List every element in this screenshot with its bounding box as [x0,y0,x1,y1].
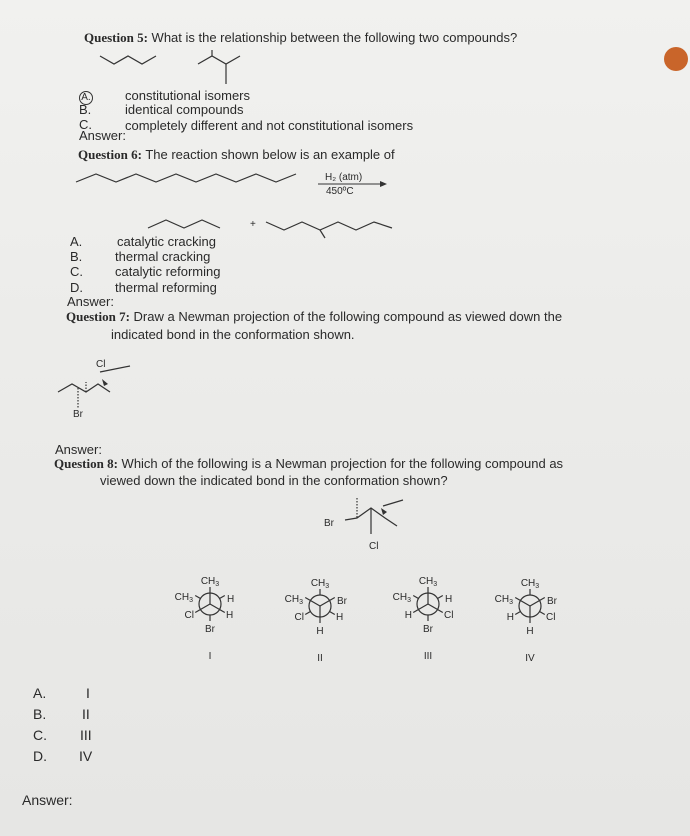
newman-top-label: $CH_3$ [418,576,438,588]
newman-front-bond [413,604,428,613]
newman-numeral: II [317,653,323,664]
q6-product-1 [148,220,220,228]
q6-product-2 [266,222,392,230]
newman-numeral: IV [525,653,535,664]
q6-option-c-letter[interactable]: C. [70,264,83,279]
newman-projection-2 [265,576,375,676]
q8-structure [335,490,415,545]
newman-back-bond [305,612,310,615]
q8-option-d-text: IV [79,748,93,764]
newman-numeral: I [208,651,212,662]
q6-option-a-letter[interactable]: A. [70,234,83,249]
q8-option-c-text: III [80,727,92,743]
q6-text: The reaction shown below is an example of [145,147,395,162]
newman-projection-4 [475,576,585,676]
newman-back-bond [413,596,418,599]
newman-left-lower-label: Cl [294,612,304,623]
q6-number: Question 6: [78,147,142,162]
newman-back-bond [540,612,545,615]
q8-question [54,456,563,472]
newman-left-upper-label: $CH_3$ [174,592,193,604]
newman-right-upper-label: Br [337,596,347,607]
newman-bottom-label: Br [423,624,433,635]
q6-plus-sign: + [250,219,256,230]
q5-option-b-text: identical compounds [125,102,244,117]
q5-option-a-letter: A. [79,91,93,105]
q7-text-line2: indicated bond in the conformation shown. [111,327,355,342]
q5-molecule-a [100,56,156,64]
q8-option-c-letter[interactable]: C. [33,727,47,743]
q8-option-b-text: II [82,706,90,722]
q7-text-line1: Draw a Newman projection of the following compound as viewed down the [133,309,563,324]
newman-front-bond [320,598,335,607]
q6-option-d-letter[interactable]: D. [70,280,83,295]
newman-front-bond [530,598,545,607]
newman-right-lower-label: H [336,612,344,623]
q5-structures [100,50,300,90]
newman-front-bond [305,598,320,607]
q8-option-a-letter[interactable]: A. [33,685,47,701]
q5-question [84,30,517,46]
q8-text-line2: viewed down the indicated bond in the conformation shown? [100,473,448,488]
q8-option-a-text: I [86,685,90,701]
q8-option-d-letter[interactable]: D. [33,748,47,764]
q6-reactant [76,168,316,198]
orange-sticker [664,47,688,71]
q8-sub-cl: Cl [369,541,379,552]
q7-sub-cl: Cl [96,359,106,370]
newman-right-upper-label: H [227,594,235,605]
q5-option-b-letter[interactable]: B. [79,102,92,117]
q6-arrow-bottom: 450ºC [326,186,354,197]
newman-left-lower-label: H [506,612,514,623]
q6-option-a-text: catalytic cracking [117,234,216,249]
newman-back-bond [220,596,225,599]
q7-structure [58,362,148,417]
newman-right-lower-label: H [226,610,234,621]
q6-question [78,147,395,163]
q5-option-a-text: constitutional isomers [125,88,250,103]
q6-arrow-top: H₂ (atm) [325,172,363,183]
q6-option-c-text: catalytic reforming [115,264,221,279]
q8-sub-br: Br [324,518,334,529]
newman-projection-3 [373,574,483,674]
q7-sub-br: Br [73,409,83,420]
newman-bottom-label: H [316,626,324,637]
newman-bottom-label: Br [205,624,215,635]
q8-option-b-letter[interactable]: B. [33,706,47,722]
q6-option-b-letter[interactable]: B. [70,249,83,264]
q6-answer-label: Answer: [67,294,114,309]
newman-front-bond [195,604,210,613]
newman-left-upper-label: $CH_3$ [494,594,513,606]
newman-front-bond [428,604,443,613]
newman-left-upper-label: $CH_3$ [392,592,411,604]
q5-option-c-text: completely different and not constitutional isomers [125,118,414,133]
q6-option-b-text: thermal cracking [115,249,211,264]
newman-front-bond [210,604,225,613]
q7-number: Question 7: [66,309,130,324]
newman-left-lower-label: H [404,610,412,621]
newman-back-bond [195,596,200,599]
q5-text: What is the relationship between the following two compounds? [151,30,518,45]
newman-back-bond [438,596,443,599]
q5-option-c-letter[interactable]: C. [79,117,92,132]
newman-top-label: $CH_3$ [310,578,330,590]
q8-text-line1: Which of the following is a Newman projection for the following compound as [121,456,564,471]
q8-number: Question 8: [54,456,118,471]
q5-number: Question 5: [84,30,148,45]
newman-projection-1 [155,574,265,674]
q7-answer-label: Answer: [55,442,102,457]
newman-front-bond [515,598,530,607]
q5-molecule-b [198,56,240,64]
newman-right-lower-label: Cl [546,612,556,623]
newman-top-label: $CH_3$ [520,578,540,590]
newman-back-bond [330,612,335,615]
newman-right-lower-label: Cl [444,610,454,621]
newman-left-upper-label: $CH_3$ [284,594,303,606]
newman-right-upper-label: Br [547,596,557,607]
q5-answer-label: Answer: [79,128,126,143]
q8-answer-label: Answer: [22,792,73,808]
newman-numeral: III [423,651,433,662]
newman-left-lower-label: Cl [184,610,194,621]
newman-bottom-label: H [526,626,534,637]
newman-right-upper-label: H [445,594,453,605]
q7-question [66,309,562,325]
newman-top-label: $CH_3$ [200,576,220,588]
newman-back-bond [515,612,520,615]
q6-option-d-text: thermal reforming [115,280,217,295]
